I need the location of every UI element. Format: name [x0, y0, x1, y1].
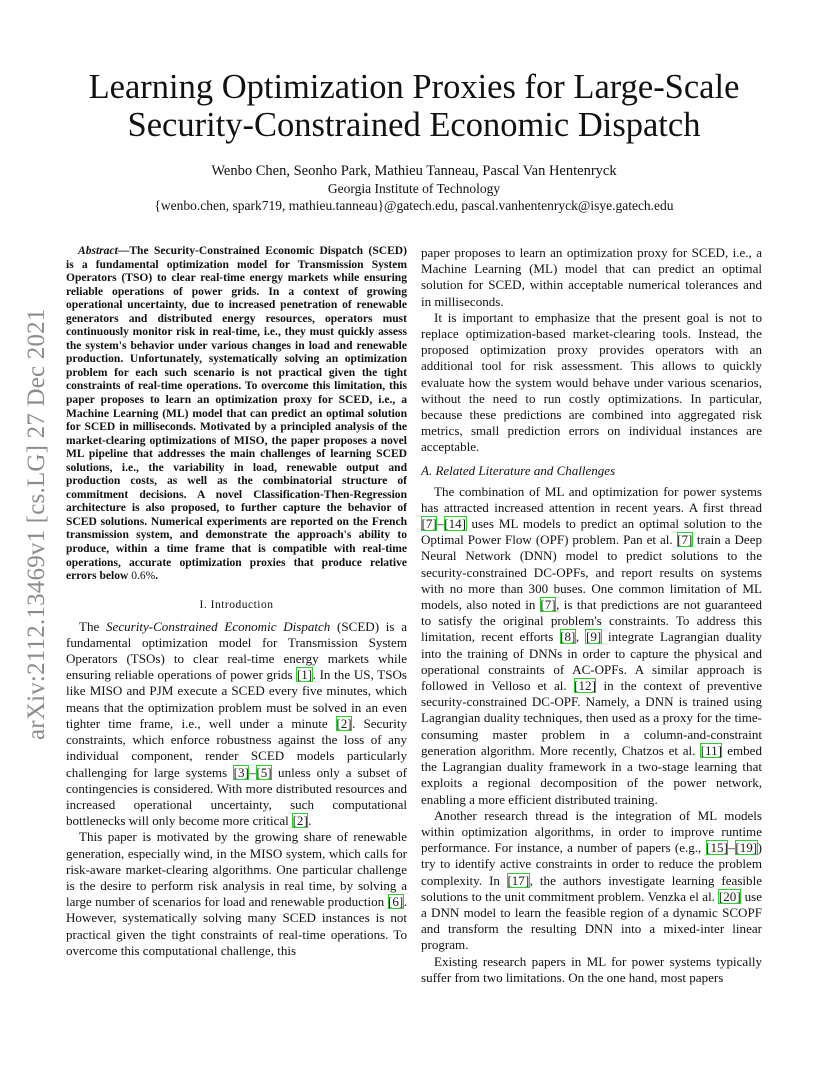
citation-link[interactable]: [8] [560, 629, 576, 645]
paper-title [40, 68, 788, 144]
citation-link[interactable]: [5] [256, 764, 272, 780]
citation-link[interactable]: [11] [700, 742, 722, 758]
citation-link[interactable]: [6] [388, 894, 404, 910]
citation-link[interactable]: [20] [718, 888, 741, 904]
citation-link[interactable]: [14] [444, 516, 466, 532]
intro-paragraph-1: The Security-Constrained Economic Dispatch (SCED) is a fundamental optimization model for Transmission System Operators (TSOs) to clear real-time energy markets while ensuring reliable operations of power grids [1]. In the US, TSOs like MISO and PJM execute a SCED every five minutes, which means that the optimization problem must be solved in an even tighter time frame, i.e., well under a minute [2]. Security constraints, which enforce robustness against the loss of any individual component, render SCED models particularly challenging for large systems [3]–[5] unless only a subset of contingencies is considered. With more distributed resources and increased operational uncertainty, such computational bottlenecks will only become more critical [2]. [66, 618, 408, 829]
author-emails: {wenbo.chen, spark719, mathieu.tanneau}@gatech.edu, pascal.vanhentenryck@isye.gatech.edu [154, 198, 674, 213]
citation-link[interactable]: [2] [336, 715, 352, 731]
citation-link[interactable]: [17] [507, 872, 530, 888]
abstract: Abstract—The Security-Constrained Economic Dispatch (SCED) is a fundamental optimization model for Transmission System Operators (TSO) to clear real-time energy markets while ensuring reliable operations of power grids. In a context of growing operational uncertainty, due to increased penetration of renewable generators and distributed energy resources, operators must continuously monitor risk in real-time, i.e., they must quickly assess the system's behavior under various changes in load and renewable production. Unfortunately, systematically solving an optimization problem for each such scenario is not practical given the tight constraints of real-time operations. To overcome this limitation, this paper proposes to learn an optimization proxy for SCED, i.e., a Machine Learning (ML) model that can predict an optimal solution for SCED in milliseconds. Motivated by a principled analysis of the market-clearing optimizations of MISO, the paper proposes a novel ML pipeline that addresses the main challenges of learning SCED solutions, i.e., the variability in load, renewable output and production costs, as well as the combinatorial structure of commitment decisions. A novel Classification-Then-Regression architecture is also proposed, to further capture the behavior of SCED solutions. Numerical experiments are reported on the French transmission system, and demonstrate the approach's ability to produce, within a time frame that is compatible with real-time operations, accurate optimization proxies that produce relative errors below 0.6%. [66, 245, 407, 583]
citation-link[interactable]: [9] [585, 629, 602, 645]
right-column [421, 245, 762, 986]
author-list: Wenbo Chen, Seonho Park, Mathieu Tanneau, Pascal Van Hentenryck [211, 163, 617, 179]
section-heading-introduction: I. Introduction [199, 598, 274, 611]
related-paragraph-2: Another research thread is the integration of ML models within optimization algorithms, in order to improve runtime performance. For instance, a number of papers (e.g., [15]–[19]) try to identify active constraints in order to reduce the problem complexity. In [17], the authors investigate learning feasible solutions to the unit commitment problem. Venzka el al. [20] use a DNN model to learn the feasible region of a dynamic SCOPF and transform the resulting DNN into a mixed-inter linear program. [421, 807, 763, 953]
citation-link[interactable]: [1] [296, 667, 313, 683]
title-line-1: Learning Optimization Proxies for Large-Scale [88, 68, 740, 106]
citation-link[interactable]: [2] [292, 813, 308, 829]
related-paragraph-3: Existing research papers in ML for power systems typically suffer from two limitations. On the one hand, most papers [421, 953, 762, 985]
citation-link[interactable]: [15] [706, 840, 728, 856]
subsection-heading-related-literature: A. Related Literature and Challenges [421, 462, 616, 478]
citation-link[interactable]: [7] [677, 532, 693, 548]
abstract-text: —The Security-Constrained Economic Dispatch (SCED) is a fundamental optimization model for Transmission System Operators (TSO) to clear real-time energy markets while ensuring reliable operations of power grids. In a context of growing operational uncertainty, due to increased penetration of renewable generators and distributed energy resources, operators must continuously monitor risk in real-time, i.e., they must quickly assess the system's behavior under various changes in load and renewable production. Unfortunately, systematically solving an optimization problem for each such scenario is not practical given the tight constraints of real-time operations. To overcome this limitation, this paper proposes to learn an optimization proxy for SCED, i.e., a Machine Learning (ML) model that can predict an optimal solution for SCED in milliseconds. Motivated by a principled analysis of the market-clearing optimizations of MISO, the paper proposes a novel ML pipeline that addresses the main challenges of learning SCED solutions, i.e., the variability in load, renewable output and production costs, as well as the combinatorial structure of commitment decisions. A novel Classification-Then-Regression architecture is also proposed, to further capture the behavior of SCED solutions. Numerical experiments are reported on the French transmission system, and demonstrate the approach's ability to produce, within a time frame that is compatible with real-time operations, accurate optimization proxies that produce relative errors below [66, 245, 407, 583]
intro-paragraph-2: This paper is motivated by the growing share of renewable generation, especially wind, in the MISO system, which calls for risk-aware market-clearing algorithms. One particular challenge is the desire to perform risk analysis in real time, by solving a large number of scenarios for load and renewable production [6]. However, systematically solving many SCED instances is not practical given the tight constraints of real-time operations. To overcome this computational challenge, this [66, 829, 407, 958]
citation-link[interactable]: [19] [735, 840, 758, 856]
left-column [66, 245, 407, 959]
citation-link[interactable]: [12] [574, 678, 596, 694]
right-paragraph-1: paper proposes to learn an optimization proxy for SCED, i.e., a Machine Learning (ML) model that can predict an optimal solution for SCED, within acceptable numerical tolerances and in milliseconds. [421, 245, 762, 309]
arxiv-side-stamp: arXiv:2112.13469v1 [cs.LG] 27 Dec 2021 [23, 308, 50, 740]
citation-link[interactable]: [7] [421, 516, 437, 532]
abstract-percentage: 0.6% [131, 570, 156, 583]
title-line-2: Security-Constrained Economic Dispatch [127, 106, 701, 144]
affiliation: Georgia Institute of Technology [327, 181, 501, 196]
abstract-label: Abstract [78, 245, 118, 257]
related-paragraph-1: The combination of ML and optimization for power systems has attracted increased attention in recent years. A first thread [7]–[14] uses ML models to predict an optimal solution to the Optimal Power Flow (OPF) problem. Pan et al. [7] train a Deep Neural Network (DNN) model to predict solutions to the security-constrained DC-OPFs, and report results on systems with no more than 300 buses. One common limitation of ML models, also noted in [7], is that predictions are not guaranteed to satisfy the original problem's constraints. To address this limitation, recent efforts [8], [9] integrate Lagrangian duality into the training of DNNs in order to capture the physical and operational constraints of AC-OPFs. A similar approach is followed in Velloso et al. [12] in the context of preventive security-constrained DC-OPF. Namely, a DNN is trained using Lagrangian duality techniques, then used as a proxy for the time-consuming master problem in a column-and-constraint generation algorithm. More recently, Chatzos et al. [11] embed the Lagrangian duality framework in a two-stage learning that exploits a regional decomposition of the power network, enabling a more efficient distributed training. [421, 483, 763, 807]
right-paragraph-2: It is important to emphasize that the present goal is not to replace optimization-based market-clearing tools. Instead, the proposed optimization proxy provides operators with an additional tool for risk assessment. This allows to quickly evaluate how the system would behave under various scenarios, without the need to run costly optimizations. In particular, because these predictions are combined into aggregated risk metrics, small prediction errors on individual instances are acceptable. [421, 309, 762, 455]
citation-link[interactable]: [3] [233, 764, 249, 780]
citation-link[interactable]: [7] [540, 597, 556, 613]
